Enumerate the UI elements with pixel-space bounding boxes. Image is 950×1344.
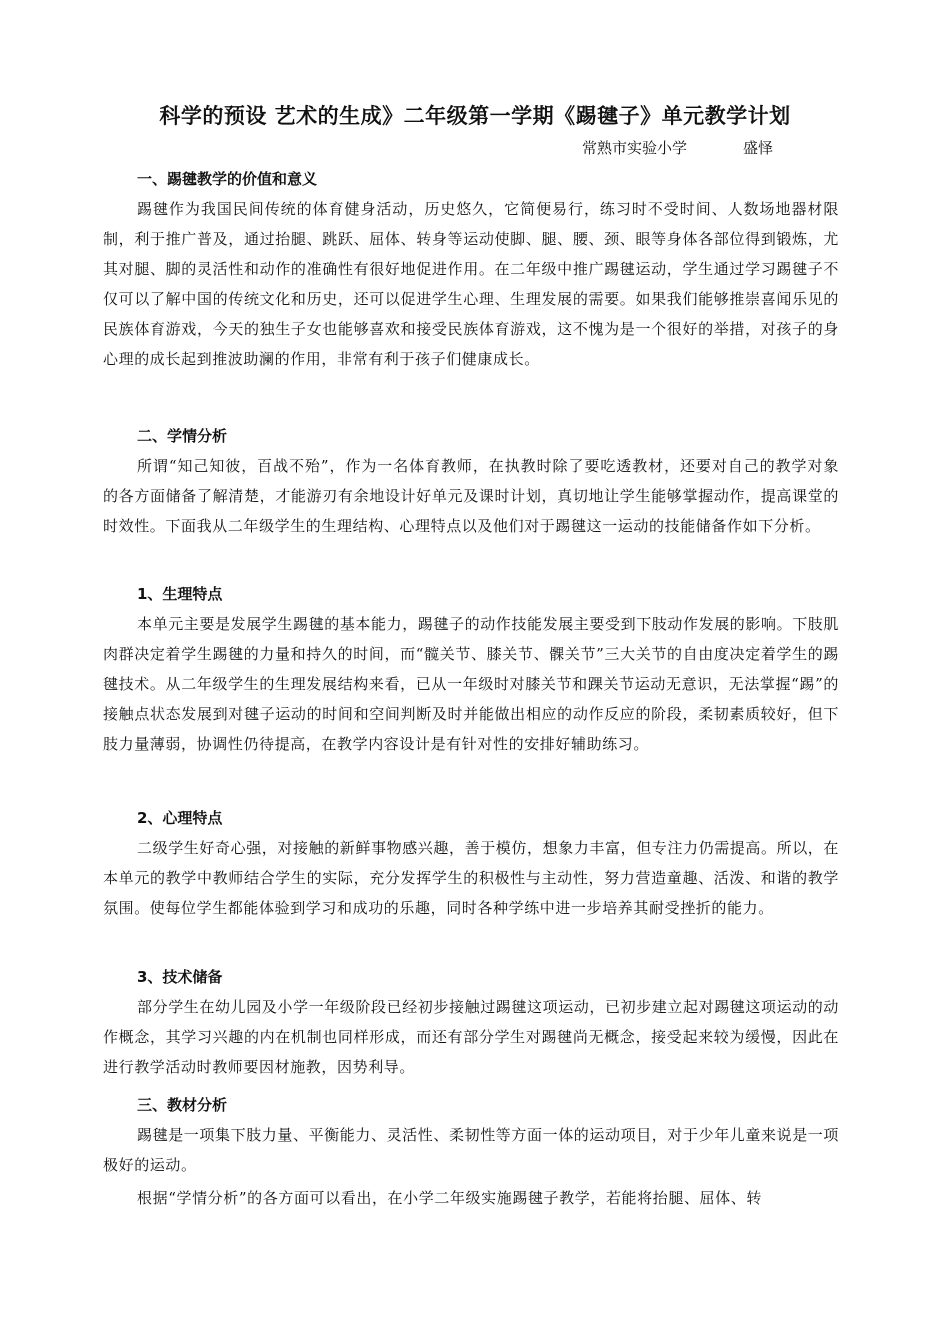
paragraph-materials-1: 踢毽是一项集下肢力量、平衡能力、灵活性、柔韧性等方面一体的运动项目，对于少年儿童来说是一项极好的运动。	[103, 1126, 840, 1174]
paragraph-value: 踢毽作为我国民间传统的体育健身活动，历史悠久，它简便易行，练习时不受时间、人数场地器材限制，利于推广普及，通过抬腿、跳跃、屈体、转身等运动使脚、腿、腰、颈、眼等身体各部位得到锻炼，尤其对腿、脚的灵活性和动作的准确性有很好地促进作用。在二年级中推广踢毽运动，学生通过学习踢毽子不仅可以了解中国的传统文化和历史，还可以促进学生心理、生理发展的需要。如果我们能够推崇喜闻乐见的民族体育游戏，今天的独生子女也能够喜欢和接受民族体育游戏，这不愧为是一个很好的举措，对孩子的身心理的成长起到推波助澜的作用，非常有利于孩子们健康成长。	[103, 200, 839, 368]
section-heading-materials: 三、教材分析	[137, 1096, 228, 1114]
paragraph-materials-2: 根据“学情分析”的各方面可以看出，在小学二年级实施踢毽子教学，若能将抬腿、屈体、转	[137, 1189, 762, 1207]
paragraph-analysis: 所谓“知己知彼，百战不殆”，作为一名体育教师，在执教时除了要吃透教材，还要对自己的教学对象的各方面储备了解清楚，才能游刃有余地设计好单元及课时计划，真切地让学生能够掌握动作，提高课堂的时效性。下面我从二年级学生的生理结构、心理特点以及他们对于踢毽这一运动的技能储备作如下分析。	[103, 457, 839, 535]
author-name: 盛怿	[743, 139, 774, 157]
subsection-heading-psychology: 2、心理特点	[137, 809, 223, 827]
paragraph-skills: 部分学生在幼儿园及小学一年级阶段已经初步接触过踢毽这项运动，已初步建立起对踢毽这项运动的动作概念，其学习兴趣的内在机制也同样形成，而还有部分学生对踢毽尚无概念，接受起来较为缓慢，因此在进行教学活动时教师要因材施教，因势利导。	[103, 998, 840, 1076]
section-heading-value: 一、踢毽教学的价值和意义	[137, 170, 318, 188]
paragraph-psychology: 二级学生好奇心强，对接触的新鲜事物感兴趣，善于模仿，想象力丰富，但专注力仍需提高。所以，在本单元的教学中教师结合学生的实际，充分发挥学生的积极性与主动性，努力营造童趣、活泼、和谐的教学氛围。使每位学生都能体验到学习和成功的乐趣，同时各种学练中进一步培养其耐受挫折的能力。	[103, 839, 840, 917]
subsection-heading-skills: 3、技术储备	[137, 968, 223, 986]
document-title: 科学的预设 艺术的生成》二年级第一学期《踢毽子》单元教学计划	[159, 104, 791, 128]
school-name: 常熟市实验小学	[582, 139, 688, 157]
section-heading-analysis: 二、学情分析	[137, 427, 228, 445]
byline	[582, 137, 773, 158]
paragraph-physiology: 本单元主要是发展学生踢毽的基本能力，踢毽子的动作技能发展主要受到下肢动作发展的影响。下肢肌肉群决定着学生踢毽的力量和持久的时间，而“髋关节、膝关节、髁关节”三大关节的自由度决定着学生的踢毽技术。从二年级学生的生理发展结构来看，已从一年级时对膝关节和踝关节运动无意识，无法掌握“踢”的接触点状态发展到对毽子运动的时间和空间判断及时并能做出相应的动作反应的阶段，柔韧素质较好，但下肢力量薄弱，协调性仍待提高，在教学内容设计是有针对性的安排好辅助练习。	[103, 615, 840, 753]
subsection-heading-physiology: 1、生理特点	[137, 585, 223, 603]
